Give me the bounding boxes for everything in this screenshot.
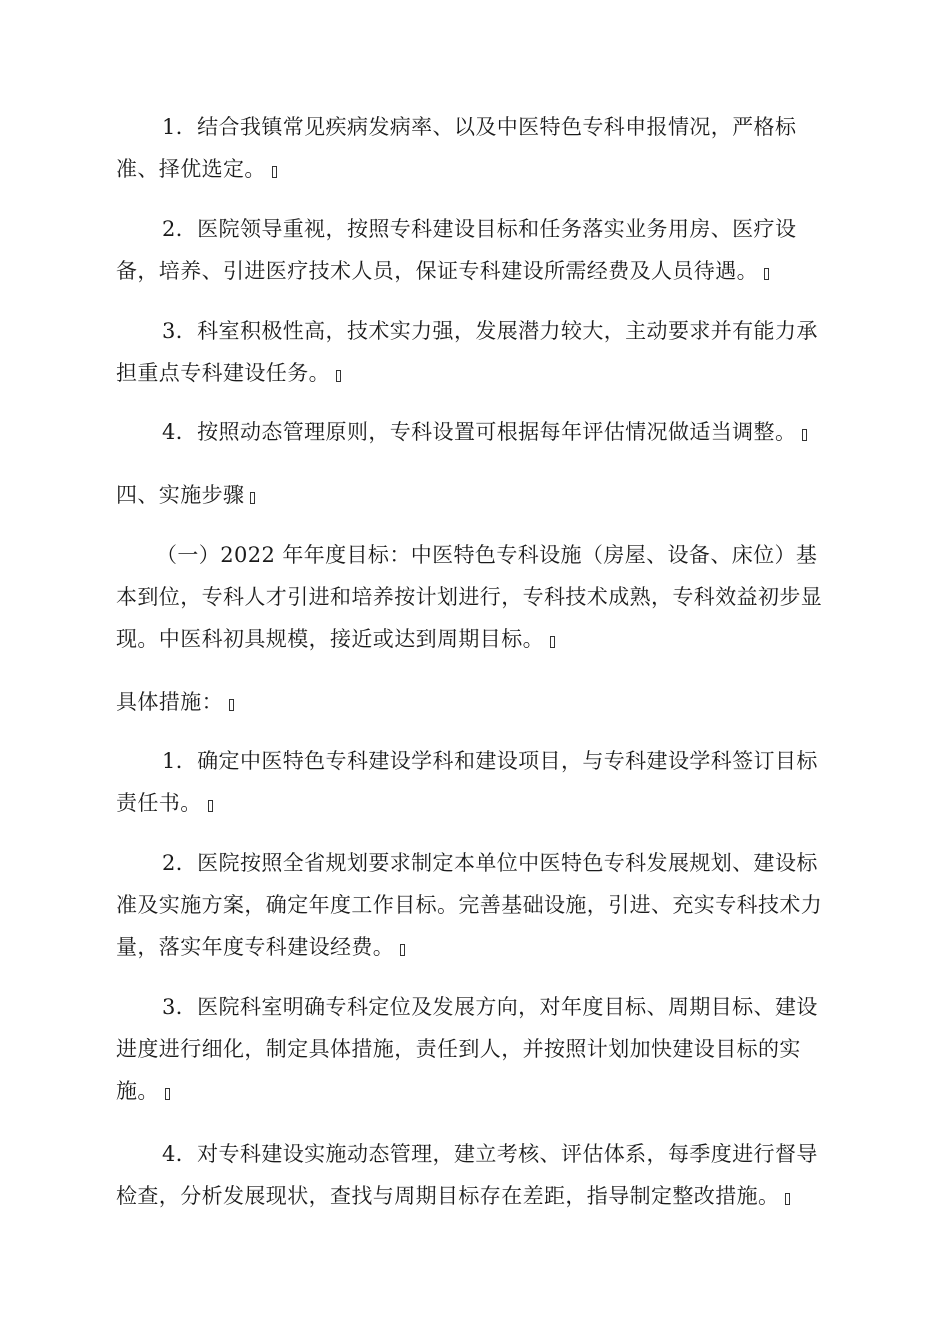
criterion-4-text: 4．按照动态管理原则，专科设置可根据每年评估情况做适当调整。 — [162, 420, 797, 444]
criterion-2-text: 2．医院领导重视，按照专科建设目标和任务落实业务用房、医疗设备，培养、引进医疗技术人员，保证专科建设所需经费及人员待遇。 — [116, 217, 797, 283]
criterion-2-paragraph — [116, 208, 836, 292]
measure-2-text: 2．医院按照全省规划要求制定本单位中医特色专科发展规划、建设标准及实施方案，确定年度工作目标。完善基础设施，引进、充实专科技术力量，落实年度专科建设经费。 — [116, 851, 823, 959]
measures-heading — [116, 681, 836, 723]
measure-4-text: 4．对专科建设实施动态管理，建立考核、评估体系，每季度进行督导检查，分析发展现状，查找与周期目标存在差距，指导制定整改措施。 — [116, 1142, 818, 1208]
measure-3-paragraph — [116, 986, 836, 1112]
measure-2-paragraph — [116, 842, 836, 968]
measure-1-text: 1．确定中医特色专科建设学科和建设项目，与专科建设学科签订目标责任书。 — [116, 749, 818, 815]
annual-goal-paragraph — [116, 534, 836, 660]
paragraph-mark-icon — [208, 800, 213, 812]
paragraph-mark-icon — [250, 492, 255, 504]
paragraph-mark-icon — [272, 166, 277, 178]
paragraph-mark-icon — [229, 699, 234, 711]
annual-goal-text: （一）2022 年年度目标：中医特色专科设施（房屋、设备、床位）基本到位，专科人才引进和培养按计划进行，专科技术成熟，专科效益初步显现。中医科初具规模，接近或达到周期目标。 — [116, 543, 823, 651]
criterion-3-paragraph — [116, 310, 836, 394]
criterion-1-paragraph — [116, 106, 836, 190]
measure-1-paragraph — [116, 740, 836, 824]
paragraph-mark-icon — [165, 1088, 170, 1100]
measure-4-paragraph — [116, 1133, 836, 1217]
paragraph-mark-icon — [802, 429, 807, 441]
paragraph-mark-icon — [785, 1193, 790, 1205]
measures-heading-text: 具体措施： — [116, 690, 223, 714]
measure-3-text: 3．医院科室明确专科定位及发展方向，对年度目标、周期目标、建设进度进行细化，制定具体措施，责任到人，并按照计划加快建设目标的实施。 — [116, 995, 818, 1103]
section-heading — [116, 474, 836, 516]
criterion-3-text: 3．科室积极性高，技术实力强，发展潜力较大，主动要求并有能力承担重点专科建设任务。 — [116, 319, 818, 385]
paragraph-mark-icon — [764, 268, 769, 280]
paragraph-mark-icon — [550, 636, 555, 648]
paragraph-mark-icon — [400, 944, 405, 956]
paragraph-mark-icon — [336, 370, 341, 382]
section-heading-text: 四、实施步骤 — [116, 483, 245, 507]
criterion-4-paragraph — [116, 411, 836, 453]
criterion-1-text: 1．结合我镇常见疾病发病率、以及中医特色专科申报情况，严格标准、择优选定。 — [116, 115, 797, 181]
